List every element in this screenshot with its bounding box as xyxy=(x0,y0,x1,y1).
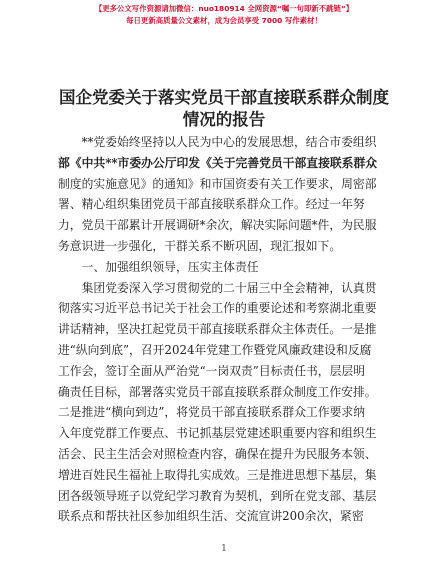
body-line: 务意识进一步强化，干群关系不断巩固，现汇报如下。 xyxy=(58,238,342,253)
body-line: 力，党员干部累计开展调研*余次，解决实际问题*件，为民服 xyxy=(58,218,377,233)
body-line: 署、精心组织集团党员干部直接联系群众工作。经过一年努 xyxy=(58,197,365,212)
body-line: **党委始终坚持以人民为中心的发展思想，结合市委组织 xyxy=(81,135,377,149)
body-line: 部《中共**市委办公厅印发《关于完善党员干部直接联系群众 xyxy=(58,155,378,170)
document-body xyxy=(58,132,394,527)
promo-banner-line2: 每日更新高质量公文素材，成为会员享受 7000 写作素材！ xyxy=(126,16,322,25)
section-heading: 一、加强组织领导，压实主体责任 xyxy=(81,259,259,274)
body-line: 联系点和帮扶社区参加组织生活、交流宣讲200余次，紧密 xyxy=(58,509,364,524)
body-line: 集团党委深入学习贯彻党的二十届三中全会精神，认真贯 xyxy=(81,280,377,295)
body-line: 制度的实施意见》的通知》和市国资委有关工作要求，周密部 xyxy=(58,176,377,191)
promo-banner-line1: 【更多公文写作资源请加微信：nuo180914 全网资源“嘱一句即新不跳链”】 xyxy=(94,4,354,13)
document-title-line2: 情况的报告 xyxy=(182,110,266,129)
page-number: 1 xyxy=(221,544,227,554)
body-line: 进“纵向到底”，召开2024年党建工作暨党风廉政建设和反腐 xyxy=(58,342,372,357)
body-line: 团各级领导班子以党纪学习教育为契机，到所在党支部、基层 xyxy=(58,488,377,503)
body-line: 活会、民主生活会对照检查内容，确保在提升为民服务本领、 xyxy=(58,446,377,461)
body-line: 彻落实习近平总书记关于社会工作的重要论述和考察湖北重要 xyxy=(58,301,377,316)
body-line: 增进百姓民生福祉上取得扎实成效。三是推进思想下基层，集 xyxy=(58,467,377,482)
document-title-line1: 国企党委关于落实党员干部直接联系群众制度 xyxy=(59,88,389,107)
body-line: 确责任目标，部署落实党员干部直接联系群众制度工作安排。 xyxy=(58,384,377,399)
body-line: 入年度党群工作要点、书记抓基层党建述职重要内容和组织生 xyxy=(58,426,377,441)
body-line: 讲话精神，坚决扛起党员干部直接联系群众主体责任。一是推 xyxy=(58,322,377,337)
body-line: 工作会，签订全面从严治党“一岗双责”目标责任书，层层明 xyxy=(58,363,365,378)
body-line: 二是推进“横向到边”，将党员干部直接联系群众工作要求纳 xyxy=(58,405,365,420)
